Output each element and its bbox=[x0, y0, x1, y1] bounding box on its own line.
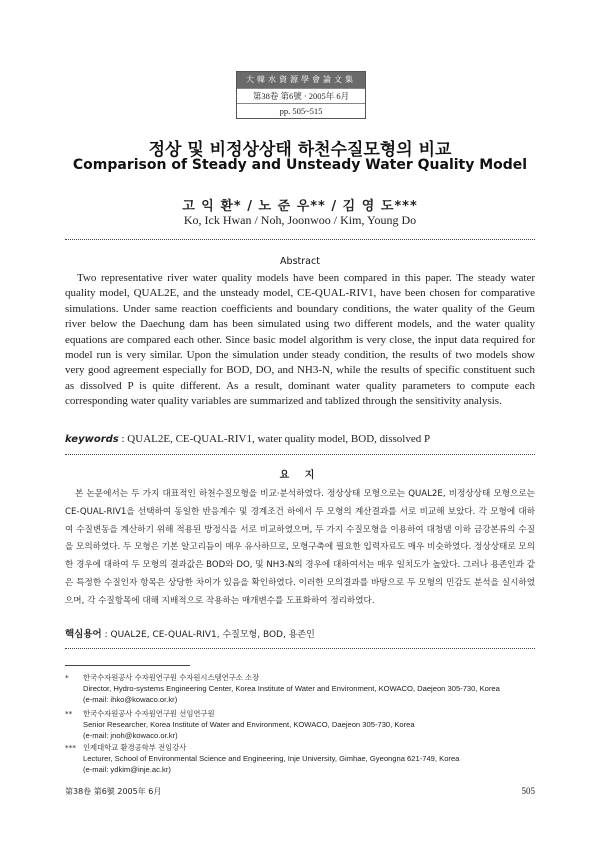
footnote-2 bbox=[65, 708, 545, 742]
keywords-text: : QUAL2E, CE-QUAL-RIV1, water quality model, BOD, dissolved P bbox=[121, 433, 431, 445]
divider-bottom bbox=[65, 648, 535, 649]
footnote-rule bbox=[65, 665, 190, 666]
journal-pages: pp. 505~515 bbox=[237, 103, 365, 118]
abstract-heading: Abstract bbox=[280, 256, 320, 267]
keywords-label: keywords bbox=[65, 434, 119, 445]
footnote-affiliation-ko: 한국수자원공사 수자원연구원 수자원시스템연구소 소장 bbox=[83, 673, 260, 682]
journal-volume: 第38卷 第6號 · 2005年 6月 bbox=[237, 88, 365, 103]
title-korean: 정상 및 비정상상태 하천수질모형의 비교 bbox=[148, 140, 452, 160]
footnote-affiliation-en: Director, Hydro-systems Engineering Center, Korea Institute of Water and Environment, KOWACO, Daejeon 305-730, Korea bbox=[83, 684, 500, 694]
footnote-email: (e-mail: ydkim@inje.ac.kr) bbox=[83, 765, 171, 775]
divider-middle bbox=[65, 454, 535, 455]
authors-english: Ko, Ick Hwan / Noh, Joonwoo / Kim, Young Do bbox=[183, 213, 417, 227]
summary-text: 본 논문에서는 두 가지 대표적인 하천수질모형을 비교·분석하였다. 정상상태 모형으로는 QUAL2E, 비정상상태 모형으로는 CE-QUAL-RIV1을 선택하여 동일한 반응계수 및 경계조건 하에서 두 모형의 계산결과를 서로 비교해 보았다. 각 모형에 대하여 수질변동을 계산하기 위해 적용된 방정식을 서로 비교하였으며, 두 가지 수질모형을 이용하여 대청댐 이하 금강본류의 수질을 모의하였다. 두 모형은 기본 알고리듬이 매우 유사하므로, 모형구축에 필요한 입력자료도 매우 비슷하였다. 정상상태로 모의한 경우에 대하여 두 모형의 결과값은 BOD와 DO, 및 NH3-N의 경우에 대하여서는 매우 일치도가 높았다. 그러나 용존인과 같은 특정한 수질인자 항목은 상당한 차이가 있음을 확인하였다. 이러한 모의결과를 바탕으로 두 모형의 민감도 분석을 실시하였으며, 각 수질항목에 대해 지배적으로 작용하는 매개변수를 도표화하여 정리하였다. bbox=[65, 489, 535, 606]
footer-volume: 第38卷 第6號 2005年 6月 bbox=[65, 787, 162, 796]
footnote-3 bbox=[65, 742, 545, 776]
authors-korean: 고 익 환* / 노 준 우** / 김 영 도*** bbox=[182, 199, 418, 214]
footnote-affiliation-en: Lecturer, School of Environmental Science and Engineering, Inje University, Gimhae, Gyeongna 621-749, Korea bbox=[83, 754, 460, 764]
footnote-email: (e-mail: jnoh@kowaco.or.kr) bbox=[83, 731, 178, 741]
footnote-mark: *** bbox=[65, 743, 76, 752]
keywords-korean-text: : QUAL2E, CE-QUAL-RIV1, 수질모형, BOD, 용존인 bbox=[104, 630, 315, 640]
title-english: Comparison of Steady and Unsteady Water Quality Model bbox=[72, 157, 528, 173]
keywords-english bbox=[65, 433, 535, 445]
abstract-text: Two representative river water quality models have been compared in this paper. The steady water quality model, QUAL2E, and the unsteady model, CE-QUAL-RIV1, have been chosen for comparative simulations. Under same reaction coefficients and boundary conditions, the water quality of the Geum river below the Daechung dam has been simulated using two different models, and the water quality equations are compared each other. Since basic model algorithm is very close, the input data required for model run is very similar. Upon the simulation under steady condition, the results of two models show very good agreement especially for BOD, DO, and NH3-N, while the results of specific constituent such as dissolved P is quite different. As a result, dominant water quality parameters to compute each corresponding water quality variables are summarized and tablized through the sensitivity analysis. bbox=[65, 272, 535, 408]
footnote-email: (e-mail: ihko@kowaco.or.kr) bbox=[83, 695, 178, 705]
footnote-1 bbox=[65, 672, 545, 706]
divider-top bbox=[65, 239, 535, 240]
footnote-affiliation-ko: 한국수자원공사 수자원연구원 선임연구원 bbox=[83, 709, 215, 718]
summary-heading: 요 지 bbox=[279, 470, 321, 481]
footnote-affiliation-ko: 인제대학교 환경공학부 전임강사 bbox=[83, 743, 187, 752]
journal-name: 大韓水資源學會論文集 bbox=[237, 72, 365, 88]
footnote-affiliation-en: Senior Researcher, Korea Institute of Water and Environment, KOWACO, Daejeon 305-730, Korea bbox=[83, 720, 415, 730]
keywords-korean bbox=[65, 626, 535, 640]
footnote-mark: * bbox=[65, 673, 69, 682]
journal-header-box bbox=[236, 71, 366, 119]
keywords-korean-label: 핵심용어 bbox=[65, 629, 102, 640]
page-number: 505 bbox=[521, 786, 535, 796]
footnote-mark: ** bbox=[65, 709, 73, 718]
